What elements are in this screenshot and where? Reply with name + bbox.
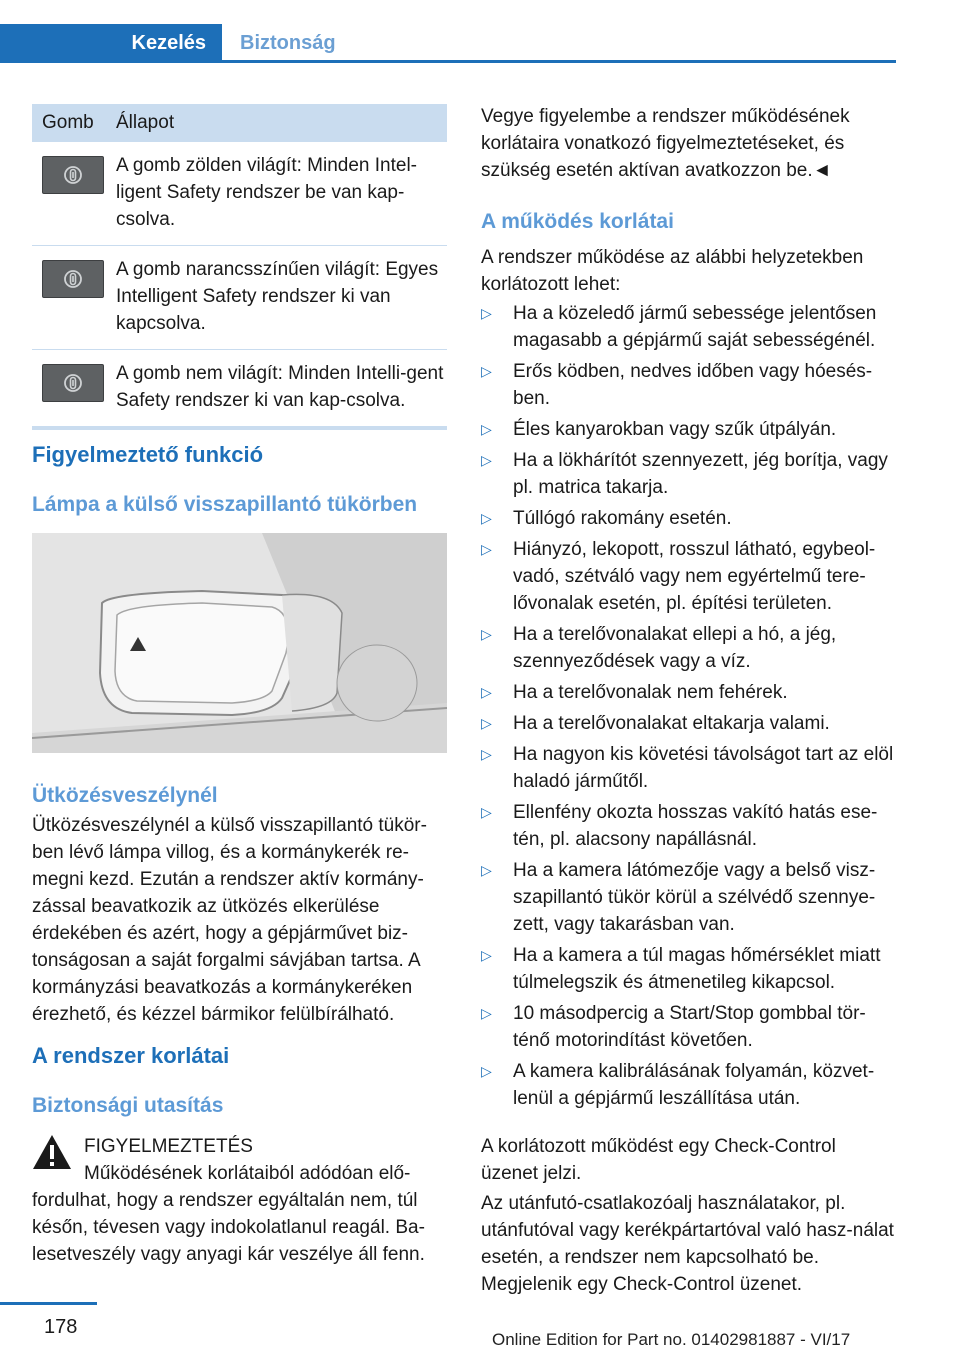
bullet-triangle-icon: ▷ <box>481 541 492 557</box>
list-item: ▷ Ha a terelővonalak nem fehérek. <box>481 679 901 706</box>
table-cell-state: A gomb nem világít: Minden Intelli-gent Safety rendszer ki van kap-csolva. <box>116 363 444 411</box>
intelligent-safety-button-icon <box>42 260 104 298</box>
limits-intro: A rendszer működése az alábbi helyzetekben korlátozott lehet: <box>481 247 864 295</box>
collision-paragraph: Ütközésveszélynél a külső visszapillantó tükör-ben lévő lámpa villog, és a kormánykerék re-megni kezd. Ezután a rendszer aktív kormány-zással beavatkozik az ütközés elkerülése érdekében és azért, hogy a gépjárművet biz-tonságosan a saját forgalmi sávjában tartsa. A kormányzási beavatkozás a kormánykeréken érezhető, és kézzel bármikor felülbírálható. <box>32 815 427 1025</box>
list-item: ▷ Ha a lökhárítót szennyezett, jég borítja, vagy pl. matrica takarja. <box>481 447 901 501</box>
column-header-button: Gomb <box>42 112 94 133</box>
bullet-triangle-icon: ▷ <box>481 1063 492 1079</box>
table-row <box>32 142 447 246</box>
bullet-triangle-icon: ▷ <box>481 626 492 642</box>
bullet-triangle-icon: ▷ <box>481 305 492 321</box>
heading-warning-function: Figyelmeztető funkció <box>32 442 264 467</box>
edition-note: Online Edition for Part no. 01402981887 - VI/17 <box>492 1330 851 1349</box>
intro-paragraph: Vegye figyelembe a rendszer működésének korlátaira vonatkozó figyelmeztetéseket, és szükség esetén aktívan avatkozzon be.◄ <box>481 106 850 181</box>
page-number: 178 <box>44 1316 78 1338</box>
list-item: ▷ Ha a terelővonalakat eltakarja valami. <box>481 710 901 737</box>
bullet-triangle-icon: ▷ <box>481 862 492 878</box>
table-cell-state: A gomb narancsszínűen világít: Egyes Intelligent Safety rendszer ki van kapcsolva. <box>116 259 439 334</box>
warning-title: FIGYELMEZTETÉS <box>84 1136 253 1157</box>
tab-kezeles[interactable]: Kezelés <box>0 24 222 62</box>
list-item: ▷ A kamera kalibrálásának folyamán, közvet-lenül a gépjármű leszállítása után. <box>481 1058 901 1112</box>
list-item: ▷ Ha a terelővonalakat ellepi a hó, a jég, szennyeződések vagy a víz. <box>481 621 901 675</box>
heading-safety-note: Biztonsági utasítás <box>32 1094 224 1117</box>
check-control-paragraph: A korlátozott működést egy Check-Control üzenet jelzi. <box>481 1136 836 1184</box>
list-item: ▷ Ha a közeledő jármű sebessége jelentősen magasabb a gépjármű saját sebességénél. <box>481 300 901 354</box>
heading-operation-limits: A működés korlátai <box>481 210 674 233</box>
column-header-state: Állapot <box>116 112 175 133</box>
header-rule <box>0 60 896 63</box>
list-item: ▷ Éles kanyarokban vagy szűk útpályán. <box>481 416 901 443</box>
table-row <box>32 350 447 426</box>
header-tabs <box>0 0 896 64</box>
footer-rule <box>0 1302 97 1305</box>
list-item: ▷ Ha a kamera a túl magas hőmérséklet miatt túlmelegszik és átmenetileg kikapcsol. <box>481 942 901 996</box>
heading-system-limits: A rendszer korlátai <box>32 1043 230 1068</box>
trailer-paragraph: Az utánfutó-csatlakozóalj használatakor, pl. utánfutóval vagy kerékpártartóval való hasz-nálat esetén, a rendszer nem kapcsolható be. Megjelenik egy Check-Control üzenet. <box>481 1193 894 1295</box>
list-item: ▷ Ellenfény okozta hosszas vakító hatás ese-tén, pl. alacsony napállásnál. <box>481 799 901 853</box>
list-item: ▷ Erős ködben, nedves időben vagy hóesés-ben. <box>481 358 901 412</box>
list-item: ▷ Túllógó rakomány esetén. <box>481 505 901 532</box>
list-item: ▷ 10 másodpercig a Start/Stop gombbal tör-ténő motorindítást követően. <box>481 1000 901 1054</box>
intelligent-safety-button-icon <box>42 156 104 194</box>
table-end-rule <box>32 426 447 430</box>
list-item: ▷ Ha nagyon kis követési távolságot tart az elöl haladó járműtől. <box>481 741 901 795</box>
warning-paragraph: Működésének korlátaiból adódóan elő-fordulhat, hogy a rendszer egyáltalán nem, túl későn, tévesen vagy indokolatlanul reagál. Ba-lesetveszély vagy anyagi kár veszélye áll fenn. <box>32 1163 425 1265</box>
table-row <box>32 246 447 350</box>
table-cell-state: A gomb zölden világít: Minden Intel-ligent Safety rendszer be van kap-csolva. <box>116 155 418 230</box>
bullet-triangle-icon: ▷ <box>481 452 492 468</box>
heading-collision: Ütközésveszélynél <box>32 784 218 807</box>
bullet-triangle-icon: ▷ <box>481 746 492 762</box>
list-item: ▷ Hiányzó, lekopott, rosszul látható, egybeol-vadó, szétváló vagy nem egyértelmű tere-lővonalak esetén, pl. építési területen. <box>481 536 901 617</box>
button-state-table <box>32 104 447 430</box>
bullet-triangle-icon: ▷ <box>481 715 492 731</box>
bullet-triangle-icon: ▷ <box>481 947 492 963</box>
bullet-triangle-icon: ▷ <box>481 421 492 437</box>
bullet-triangle-icon: ▷ <box>481 363 492 379</box>
list-item: ▷ Ha a kamera látómezője vagy a belső visz-szapillantó tükör körül a szélvédő szennye-zett, vagy takarásban van. <box>481 857 901 938</box>
bullet-triangle-icon: ▷ <box>481 1005 492 1021</box>
table-header <box>32 104 447 142</box>
intelligent-safety-button-icon <box>42 364 104 402</box>
heading-mirror-lamp: Lámpa a külső visszapillantó tükörben <box>32 493 418 516</box>
bullet-triangle-icon: ▷ <box>481 510 492 526</box>
bullet-triangle-icon: ▷ <box>481 684 492 700</box>
limits-list <box>481 300 901 1116</box>
mirror-illustration <box>32 533 447 753</box>
tab-biztonsag[interactable]: Biztonság <box>240 32 336 54</box>
bullet-triangle-icon: ▷ <box>481 804 492 820</box>
